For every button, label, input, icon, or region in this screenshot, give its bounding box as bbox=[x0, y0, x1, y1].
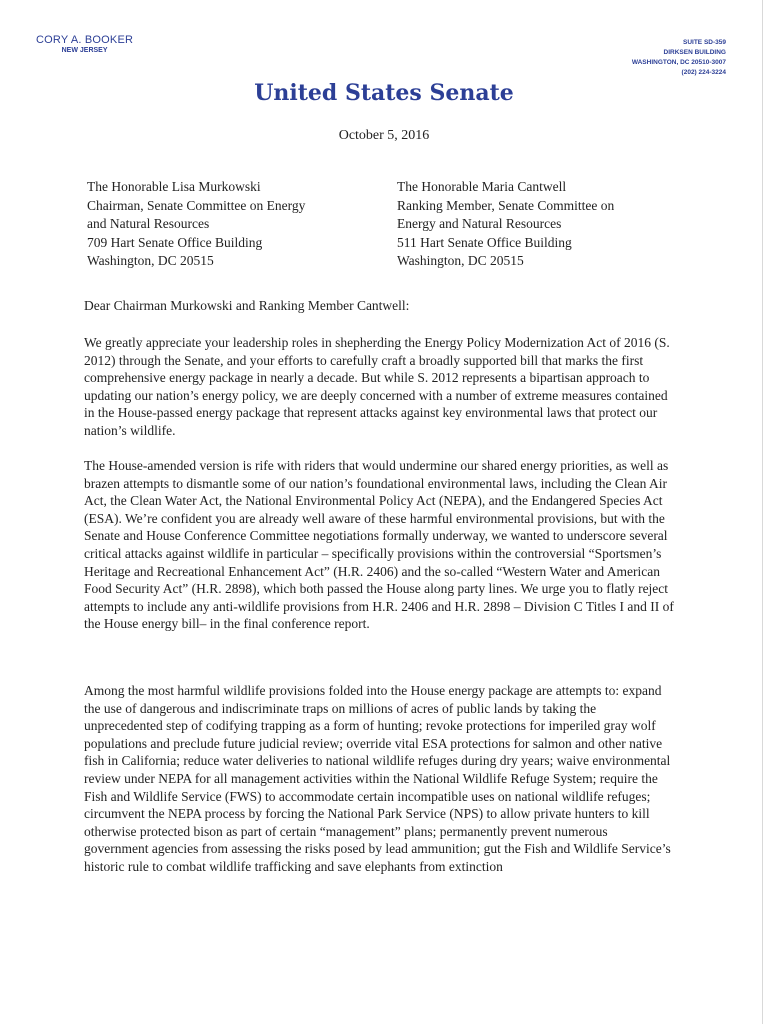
address-line: Washington, DC 20515 bbox=[87, 253, 214, 268]
page-edge bbox=[762, 0, 763, 1024]
salutation: Dear Chairman Murkowski and Ranking Member Cantwell: bbox=[84, 298, 410, 313]
sender-block bbox=[36, 34, 133, 54]
address-line: The Honorable Maria Cantwell bbox=[397, 179, 567, 194]
office-line: WASHINGTON, DC 20510-3007 bbox=[631, 59, 726, 66]
paragraph-1: We greatly appreciate your leadership roles in shepherding the Energy Policy Modernization Act of 2016 (S. 2012) through the Senate, and your efforts to carefully craft a broadly supported bill that marks the first comprehensive energy package in nearly a decade. But while S. 2012 represents a bipartisan approach to updating our nation’s energy policy, we are deeply concerned with a number of extreme measures contained in the House-passed energy package that represent attacks against key environmental laws that protect our nation’s wildlife. bbox=[84, 335, 670, 438]
paragraph-3: Among the most harmful wildlife provisions folded into the House energy package are attempts to: expand the use of dangerous and indiscriminate traps on millions of acres of public lands by taking the unprecedented step of codifying trapping as a form of hunting; revoke protections for imperiled gray wolf populations and preclude future judicial review; override vital ESA protections for salmon and other native fish in California; reduce water deliveries to national wildlife refuges during dry years; waive environmental review under NEPA for all management activities within the National Wildlife Refuge System; require the Fish and Wildlife Service (FWS) to accommodate certain incompatible uses on national wildlife refuges; circumvent the NEPA process by forcing the National Park Service (NPS) to allow private hunters to kill otherwise protected bison as part of certain “management” plans; permanently prevent numerous government agencies from assessing the risks posed by lead ammunition; gut the Fish and Wildlife Service’s historic rule to combat wildlife trafficking and save elephants from extinction bbox=[84, 683, 671, 874]
address-line: Energy and Natural Resources bbox=[397, 216, 562, 231]
address-line: Washington, DC 20515 bbox=[397, 253, 524, 268]
letter-date: October 5, 2016 bbox=[338, 128, 430, 143]
address-line: 709 Hart Senate Office Building bbox=[87, 234, 263, 250]
address-line: Ranking Member, Senate Committee on bbox=[397, 197, 615, 213]
office-line: DIRKSEN BUILDING bbox=[663, 49, 726, 56]
office-line: SUITE SD-359 bbox=[683, 39, 726, 46]
senator-name: CORY A. BOOKER bbox=[36, 34, 134, 46]
paragraph-2: The House-amended version is rife with riders that would undermine our shared energy priorities, as well as brazen attempts to dismantle some of our nation’s foundational environmental laws, including the Clean Air Act, the Clean Water Act, the National Environmental Policy Act (NEPA), and the Endangered Species Act (ESA). We’re confident you are already well aware of these harmful environmental provisions, but with the Senate and House Conference Committee negotiations formally underway, we wanted to underscore several critical attacks against wildlife in particular – specifically provisions within the controversial “Sportsmen’s Heritage and Recreational Enhancement Act” (H.R. 2406) and the so-called “Western Water and American Food Security Act” (H.R. 2898), which both passed the House along party lines. We urge you to flatly reject attempts to include any anti-wildlife provisions from H.R. 2406 and H.R. 2898 – Division C Titles I and II of the House energy bill– in the final conference report. bbox=[84, 458, 674, 632]
office-address bbox=[632, 38, 726, 78]
recipient-left bbox=[87, 178, 305, 271]
address-line: Chairman, Senate Committee on Energy bbox=[87, 197, 306, 213]
recipient-right bbox=[397, 178, 614, 271]
address-line: and Natural Resources bbox=[87, 216, 210, 231]
letterhead-title: United States Senate bbox=[254, 80, 514, 106]
address-line: The Honorable Lisa Murkowski bbox=[87, 179, 261, 194]
senator-state: NEW JERSEY bbox=[61, 47, 108, 54]
address-line: 511 Hart Senate Office Building bbox=[397, 234, 572, 250]
office-line: (202) 224-3224 bbox=[681, 69, 726, 76]
